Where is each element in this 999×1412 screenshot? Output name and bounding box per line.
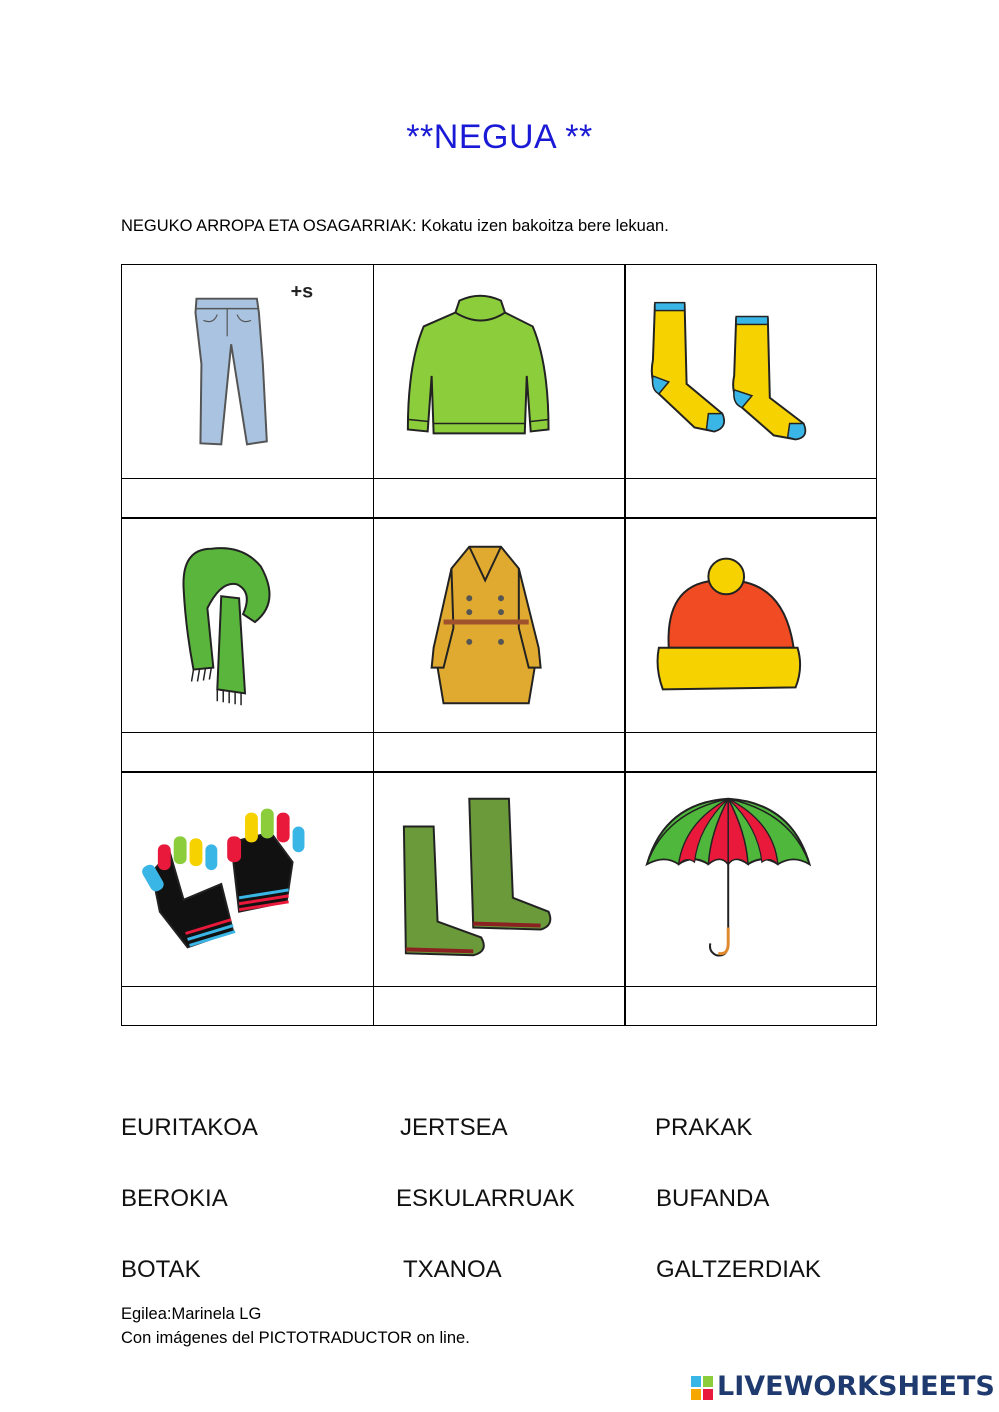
boots-icon <box>374 773 625 986</box>
word-bank-item: EURITAKOA <box>121 1114 258 1141</box>
answer-input-6[interactable] <box>625 733 876 771</box>
answer-cell-1[interactable] <box>121 478 374 518</box>
trousers-icon <box>122 265 373 478</box>
gloves-icon <box>122 773 373 986</box>
image-credit: Con imágenes del PICTOTRADUCTOR on line. <box>121 1329 470 1347</box>
word-bank-item: ESKULARRUAK <box>396 1185 575 1212</box>
brand-name: LIVEWORKSHEETS <box>717 1371 995 1402</box>
umbrella-icon <box>625 773 876 986</box>
answer-cell-9[interactable] <box>624 986 877 1026</box>
picture-cell-8 <box>373 772 626 987</box>
socks-icon <box>625 265 876 478</box>
word-bank-item: BUFANDA <box>656 1185 770 1212</box>
word-bank-item: BEROKIA <box>121 1185 228 1212</box>
answer-cell-7[interactable] <box>121 986 374 1026</box>
answer-input-9[interactable] <box>625 987 876 1025</box>
answer-input-7[interactable] <box>122 987 373 1025</box>
answer-cell-2[interactable] <box>373 478 626 518</box>
picture-cell-1 <box>121 264 374 479</box>
answer-input-1[interactable] <box>122 479 373 517</box>
word-bank-item: GALTZERDIAK <box>656 1256 821 1283</box>
winter-hat-icon <box>625 519 876 732</box>
answer-input-8[interactable] <box>374 987 625 1025</box>
picture-cell-2 <box>373 264 626 479</box>
picture-cell-4 <box>121 518 374 733</box>
answer-cell-4[interactable] <box>121 732 374 772</box>
picture-cell-6 <box>624 518 877 733</box>
answer-cell-5[interactable] <box>373 732 626 772</box>
answer-input-5[interactable] <box>374 733 625 771</box>
answer-input-3[interactable] <box>625 479 876 517</box>
answer-cell-6[interactable] <box>624 732 877 772</box>
answer-cell-8[interactable] <box>373 986 626 1026</box>
word-bank-item: PRAKAK <box>655 1114 753 1141</box>
word-bank-item: BOTAK <box>121 1256 201 1283</box>
picture-grid <box>121 264 877 1027</box>
picture-cell-9 <box>624 772 877 987</box>
answer-cell-3[interactable] <box>624 478 877 518</box>
coat-icon <box>374 519 625 732</box>
author-credit: Egilea:Marinela LG <box>121 1305 262 1323</box>
plural-mark: +s <box>290 280 314 303</box>
liveworksheets-brand[interactable] <box>691 1371 995 1405</box>
word-bank-item: TXANOA <box>403 1256 502 1283</box>
picture-cell-7 <box>121 772 374 987</box>
picture-cell-5 <box>373 518 626 733</box>
scarf-icon <box>122 519 373 732</box>
sweater-icon <box>374 265 625 478</box>
liveworksheets-logo-icon <box>691 1376 713 1400</box>
word-bank-item: JERTSEA <box>400 1114 508 1141</box>
page-title: **NEGUA ** <box>406 118 593 156</box>
instructions: NEGUKO ARROPA ETA OSAGARRIAK: Kokatu izen bakoitza bere lekuan. <box>121 217 669 235</box>
answer-input-2[interactable] <box>374 479 625 517</box>
picture-cell-3 <box>624 264 877 479</box>
answer-input-4[interactable] <box>122 733 373 771</box>
